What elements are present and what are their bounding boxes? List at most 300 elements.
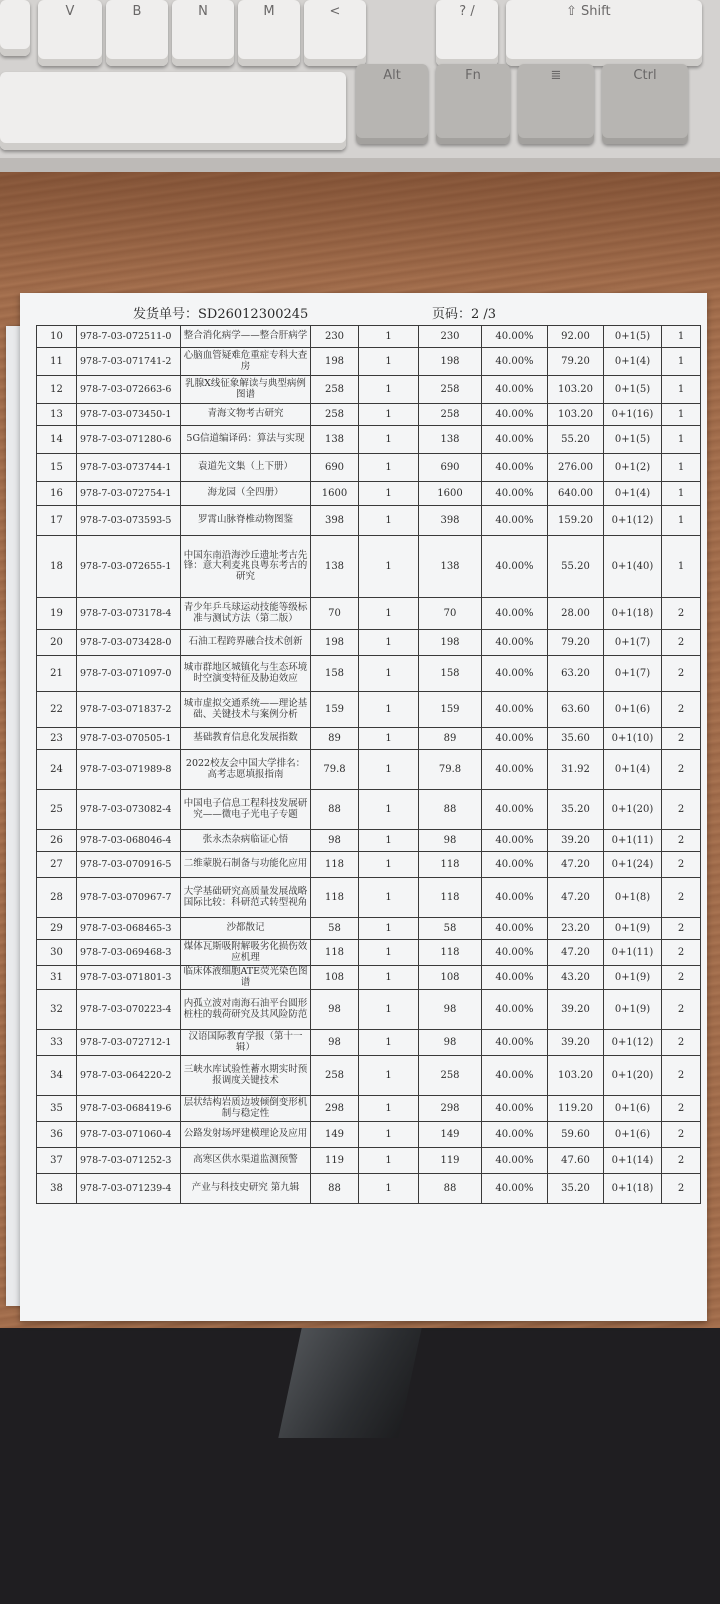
package-cell: 0+1(2) xyxy=(604,454,662,482)
discount-cell: 40.00% xyxy=(482,656,548,692)
quantity-cell: 1 xyxy=(359,454,419,482)
row-number: 11 xyxy=(37,348,77,376)
title-cell: 罗霄山脉脊椎动物图鉴 xyxy=(181,506,311,536)
title-cell: 中国电子信息工程科技发展研究——微电子光电子专题 xyxy=(181,790,311,830)
list-price-cell: 398 xyxy=(311,506,359,536)
key-ctrl xyxy=(602,64,688,144)
row-number: 27 xyxy=(37,852,77,878)
title-cell: 青少年乒乓球运动技能等级标准与测试方法（第二版） xyxy=(181,598,311,630)
table-row xyxy=(37,1096,701,1122)
quantity-cell: 1 xyxy=(359,692,419,728)
isbn-cell: 978-7-03-071280-6 xyxy=(77,426,181,454)
isbn-cell: 978-7-03-072754-1 xyxy=(77,482,181,506)
row-number: 16 xyxy=(37,482,77,506)
title-cell: 海龙园（全四册） xyxy=(181,482,311,506)
dark-floor xyxy=(0,1328,720,1604)
amount-cell: 198 xyxy=(419,630,482,656)
list-price-cell: 198 xyxy=(311,630,359,656)
row-number: 33 xyxy=(37,1030,77,1056)
net-price-cell: 35.20 xyxy=(548,790,604,830)
isbn-cell: 978-7-03-069468-3 xyxy=(77,940,181,966)
title-cell: 中国东南沿海沙丘遗址考古先锋：意大利麦兆良粤东考古的研究 xyxy=(181,536,311,598)
net-price-cell: 640.00 xyxy=(548,482,604,506)
title-cell: 沙都散记 xyxy=(181,918,311,940)
row-number: 19 xyxy=(37,598,77,630)
package-cell: 0+1(5) xyxy=(604,376,662,404)
amount-cell: 98 xyxy=(419,1030,482,1056)
package-cell: 0+1(5) xyxy=(604,326,662,348)
discount-cell: 40.00% xyxy=(482,966,548,990)
discount-cell: 40.00% xyxy=(482,1030,548,1056)
list-price-cell: 79.8 xyxy=(311,750,359,790)
row-number: 28 xyxy=(37,878,77,918)
amount-cell: 198 xyxy=(419,348,482,376)
package-cell: 0+1(9) xyxy=(604,966,662,990)
list-price-cell: 258 xyxy=(311,1056,359,1096)
box-cell: 2 xyxy=(662,878,701,918)
title-cell: 青海文物考古研究 xyxy=(181,404,311,426)
keyboard xyxy=(0,0,720,172)
quantity-cell: 1 xyxy=(359,830,419,852)
list-price-cell: 158 xyxy=(311,656,359,692)
box-cell: 2 xyxy=(662,966,701,990)
net-price-cell: 47.20 xyxy=(548,878,604,918)
package-cell: 0+1(4) xyxy=(604,750,662,790)
table-row xyxy=(37,728,701,750)
box-cell: 1 xyxy=(662,376,701,404)
discount-cell: 40.00% xyxy=(482,506,548,536)
amount-cell: 88 xyxy=(419,1174,482,1204)
package-cell: 0+1(9) xyxy=(604,918,662,940)
net-price-cell: 28.00 xyxy=(548,598,604,630)
quantity-cell: 1 xyxy=(359,852,419,878)
row-number: 12 xyxy=(37,376,77,404)
net-price-cell: 63.20 xyxy=(548,656,604,692)
discount-cell: 40.00% xyxy=(482,1148,548,1174)
list-price-cell: 88 xyxy=(311,1174,359,1204)
list-price-cell: 159 xyxy=(311,692,359,728)
net-price-cell: 47.20 xyxy=(548,940,604,966)
package-cell: 0+1(20) xyxy=(604,1056,662,1096)
amount-cell: 118 xyxy=(419,878,482,918)
isbn-cell: 978-7-03-068046-4 xyxy=(77,830,181,852)
isbn-cell: 978-7-03-064220-2 xyxy=(77,1056,181,1096)
list-price-cell: 98 xyxy=(311,830,359,852)
table-row xyxy=(37,852,701,878)
table-row xyxy=(37,918,701,940)
amount-cell: 119 xyxy=(419,1148,482,1174)
list-price-cell: 118 xyxy=(311,852,359,878)
package-cell: 0+1(16) xyxy=(604,404,662,426)
list-price-cell: 258 xyxy=(311,404,359,426)
amount-cell: 398 xyxy=(419,506,482,536)
discount-cell: 40.00% xyxy=(482,878,548,918)
table-row xyxy=(37,404,701,426)
package-cell: 0+1(40) xyxy=(604,536,662,598)
discount-cell: 40.00% xyxy=(482,536,548,598)
keyboard-edge xyxy=(0,158,720,172)
list-price-cell: 690 xyxy=(311,454,359,482)
amount-cell: 89 xyxy=(419,728,482,750)
title-cell: 产业与科技史研究 第九辑 xyxy=(181,1174,311,1204)
quantity-cell: 1 xyxy=(359,426,419,454)
row-number: 35 xyxy=(37,1096,77,1122)
amount-cell: 88 xyxy=(419,790,482,830)
box-cell: 2 xyxy=(662,656,701,692)
table-row xyxy=(37,750,701,790)
page-value: 2 /3 xyxy=(471,307,497,322)
quantity-cell: 1 xyxy=(359,506,419,536)
box-cell: 2 xyxy=(662,750,701,790)
table-row xyxy=(37,966,701,990)
net-price-cell: 47.20 xyxy=(548,852,604,878)
discount-cell: 40.00% xyxy=(482,376,548,404)
quantity-cell: 1 xyxy=(359,790,419,830)
table-row xyxy=(37,1148,701,1174)
title-cell: 乳腺X线征象解读与典型病例图谱 xyxy=(181,376,311,404)
title-cell: 5G信道编译码：算法与实现 xyxy=(181,426,311,454)
isbn-cell: 978-7-03-073744-1 xyxy=(77,454,181,482)
isbn-cell: 978-7-03-071741-2 xyxy=(77,348,181,376)
quantity-cell: 1 xyxy=(359,376,419,404)
package-cell: 0+1(7) xyxy=(604,656,662,692)
quantity-cell: 1 xyxy=(359,940,419,966)
table-row xyxy=(37,878,701,918)
net-price-cell: 103.20 xyxy=(548,376,604,404)
row-number: 31 xyxy=(37,966,77,990)
quantity-cell: 1 xyxy=(359,918,419,940)
amount-cell: 108 xyxy=(419,966,482,990)
package-cell: 0+1(12) xyxy=(604,1030,662,1056)
title-cell: 大学基础研究高质量发展战略国际比较：科研范式转型视角 xyxy=(181,878,311,918)
package-cell: 0+1(18) xyxy=(604,1174,662,1204)
discount-cell: 40.00% xyxy=(482,830,548,852)
table-row xyxy=(37,830,701,852)
package-cell: 0+1(8) xyxy=(604,878,662,918)
title-cell: 石油工程跨界融合技术创新 xyxy=(181,630,311,656)
row-number: 17 xyxy=(37,506,77,536)
quantity-cell: 1 xyxy=(359,990,419,1030)
amount-cell: 149 xyxy=(419,1122,482,1148)
box-cell: 2 xyxy=(662,728,701,750)
discount-cell: 40.00% xyxy=(482,728,548,750)
amount-cell: 258 xyxy=(419,376,482,404)
net-price-cell: 55.20 xyxy=(548,536,604,598)
net-price-cell: 276.00 xyxy=(548,454,604,482)
table-row xyxy=(37,348,701,376)
net-price-cell: 119.20 xyxy=(548,1096,604,1122)
package-cell: 0+1(20) xyxy=(604,790,662,830)
package-cell: 0+1(14) xyxy=(604,1148,662,1174)
box-cell: 2 xyxy=(662,1056,701,1096)
package-cell: 0+1(7) xyxy=(604,630,662,656)
discount-cell: 40.00% xyxy=(482,790,548,830)
list-price-cell: 89 xyxy=(311,728,359,750)
discount-cell: 40.00% xyxy=(482,454,548,482)
net-price-cell: 43.20 xyxy=(548,966,604,990)
table-row xyxy=(37,692,701,728)
isbn-cell: 978-7-03-071801-3 xyxy=(77,966,181,990)
package-cell: 0+1(4) xyxy=(604,348,662,376)
table-row xyxy=(37,990,701,1030)
title-cell: 心脑血管疑难危重症专科大查房 xyxy=(181,348,311,376)
row-number: 37 xyxy=(37,1148,77,1174)
key-label: Fn xyxy=(465,68,481,83)
package-cell: 0+1(12) xyxy=(604,506,662,536)
amount-cell: 158 xyxy=(419,656,482,692)
package-cell: 0+1(6) xyxy=(604,1096,662,1122)
discount-cell: 40.00% xyxy=(482,404,548,426)
box-cell: 2 xyxy=(662,1122,701,1148)
quantity-cell: 1 xyxy=(359,598,419,630)
key-partial-left xyxy=(0,0,30,56)
title-cell: 三峡水库试验性蓄水期实时预报调度关键技术 xyxy=(181,1056,311,1096)
page-number xyxy=(432,303,496,322)
key-label: ≣ xyxy=(550,68,562,83)
net-price-cell: 159.20 xyxy=(548,506,604,536)
key-comma xyxy=(304,0,366,66)
key-menu xyxy=(518,64,594,144)
box-cell: 2 xyxy=(662,1030,701,1056)
quantity-cell: 1 xyxy=(359,630,419,656)
discount-cell: 40.00% xyxy=(482,426,548,454)
isbn-cell: 978-7-03-071060-4 xyxy=(77,1122,181,1148)
row-number: 22 xyxy=(37,692,77,728)
row-number: 10 xyxy=(37,326,77,348)
table-row xyxy=(37,1056,701,1096)
list-price-cell: 1600 xyxy=(311,482,359,506)
amount-cell: 159 xyxy=(419,692,482,728)
net-price-cell: 39.20 xyxy=(548,1030,604,1056)
quantity-cell: 1 xyxy=(359,728,419,750)
isbn-cell: 978-7-03-070505-1 xyxy=(77,728,181,750)
quantity-cell: 1 xyxy=(359,1174,419,1204)
key-label: ⇧ Shift xyxy=(566,4,611,19)
plastic-wrap xyxy=(278,1328,421,1438)
table-row xyxy=(37,426,701,454)
box-cell: 1 xyxy=(662,404,701,426)
row-number: 34 xyxy=(37,1056,77,1096)
list-price-cell: 88 xyxy=(311,790,359,830)
list-price-cell: 108 xyxy=(311,966,359,990)
package-cell: 0+1(4) xyxy=(604,482,662,506)
title-cell: 张永杰杂病临证心悟 xyxy=(181,830,311,852)
list-price-cell: 118 xyxy=(311,878,359,918)
key-m xyxy=(238,0,300,66)
quantity-cell: 1 xyxy=(359,656,419,692)
table-row xyxy=(37,630,701,656)
list-price-cell: 258 xyxy=(311,376,359,404)
key-label: ? / xyxy=(459,4,475,19)
isbn-cell: 978-7-03-072655-1 xyxy=(77,536,181,598)
isbn-cell: 978-7-03-073178-4 xyxy=(77,598,181,630)
list-price-cell: 138 xyxy=(311,536,359,598)
table-row xyxy=(37,1122,701,1148)
shipment-number xyxy=(133,303,308,322)
table-row xyxy=(37,376,701,404)
amount-cell: 690 xyxy=(419,454,482,482)
table-row xyxy=(37,790,701,830)
isbn-cell: 978-7-03-070223-4 xyxy=(77,990,181,1030)
box-cell: 2 xyxy=(662,598,701,630)
key-label: < xyxy=(329,4,341,19)
key-label: M xyxy=(263,4,275,19)
net-price-cell: 39.20 xyxy=(548,830,604,852)
key-alt xyxy=(356,64,428,144)
isbn-cell: 978-7-03-073593-5 xyxy=(77,506,181,536)
amount-cell: 258 xyxy=(419,404,482,426)
title-cell: 基础教育信息化发展指数 xyxy=(181,728,311,750)
table-row xyxy=(37,482,701,506)
discount-cell: 40.00% xyxy=(482,852,548,878)
key-space xyxy=(0,72,346,150)
table-row xyxy=(37,454,701,482)
title-cell: 整合消化病学——整合肝病学 xyxy=(181,326,311,348)
key-label: B xyxy=(132,4,142,19)
row-number: 13 xyxy=(37,404,77,426)
key-label: Alt xyxy=(383,68,401,83)
row-number: 20 xyxy=(37,630,77,656)
box-cell: 2 xyxy=(662,1174,701,1204)
list-price-cell: 98 xyxy=(311,990,359,1030)
title-cell: 汉语国际教育学报（第十一辑） xyxy=(181,1030,311,1056)
amount-cell: 118 xyxy=(419,852,482,878)
discount-cell: 40.00% xyxy=(482,348,548,376)
key-shift xyxy=(506,0,702,66)
row-number: 29 xyxy=(37,918,77,940)
table-row xyxy=(37,1030,701,1056)
shipping-document xyxy=(20,293,707,1321)
title-cell: 公路发射场坪建模理论及应用 xyxy=(181,1122,311,1148)
row-number: 21 xyxy=(37,656,77,692)
list-price-cell: 58 xyxy=(311,918,359,940)
quantity-cell: 1 xyxy=(359,878,419,918)
shipment-value: SD26012300245 xyxy=(198,307,309,322)
table-row xyxy=(37,1174,701,1204)
net-price-cell: 63.60 xyxy=(548,692,604,728)
quantity-cell: 1 xyxy=(359,326,419,348)
discount-cell: 40.00% xyxy=(482,1056,548,1096)
table-row xyxy=(37,536,701,598)
box-cell: 2 xyxy=(662,940,701,966)
list-price-cell: 98 xyxy=(311,1030,359,1056)
discount-cell: 40.00% xyxy=(482,1174,548,1204)
quantity-cell: 1 xyxy=(359,1148,419,1174)
net-price-cell: 59.60 xyxy=(548,1122,604,1148)
row-number: 30 xyxy=(37,940,77,966)
list-price-cell: 230 xyxy=(311,326,359,348)
net-price-cell: 79.20 xyxy=(548,348,604,376)
list-price-cell: 118 xyxy=(311,940,359,966)
package-cell: 0+1(24) xyxy=(604,852,662,878)
isbn-cell: 978-7-03-070967-7 xyxy=(77,878,181,918)
key-n xyxy=(172,0,234,66)
key-label: Ctrl xyxy=(633,68,657,83)
net-price-cell: 35.60 xyxy=(548,728,604,750)
quantity-cell: 1 xyxy=(359,1122,419,1148)
isbn-cell: 978-7-03-072511-0 xyxy=(77,326,181,348)
discount-cell: 40.00% xyxy=(482,1096,548,1122)
row-number: 24 xyxy=(37,750,77,790)
amount-cell: 70 xyxy=(419,598,482,630)
net-price-cell: 39.20 xyxy=(548,990,604,1030)
net-price-cell: 35.20 xyxy=(548,1174,604,1204)
discount-cell: 40.00% xyxy=(482,918,548,940)
box-cell: 1 xyxy=(662,536,701,598)
box-cell: 2 xyxy=(662,918,701,940)
title-cell: 层状结构岩质边坡倾倒变形机制与稳定性 xyxy=(181,1096,311,1122)
list-price-cell: 119 xyxy=(311,1148,359,1174)
quantity-cell: 1 xyxy=(359,1056,419,1096)
list-price-cell: 198 xyxy=(311,348,359,376)
key-label: V xyxy=(65,4,75,19)
isbn-cell: 978-7-03-071989-8 xyxy=(77,750,181,790)
amount-cell: 298 xyxy=(419,1096,482,1122)
list-price-cell: 70 xyxy=(311,598,359,630)
title-cell: 袁道先文集（上下册） xyxy=(181,454,311,482)
box-cell: 1 xyxy=(662,348,701,376)
amount-cell: 138 xyxy=(419,426,482,454)
amount-cell: 98 xyxy=(419,990,482,1030)
discount-cell: 40.00% xyxy=(482,692,548,728)
row-number: 14 xyxy=(37,426,77,454)
isbn-cell: 978-7-03-072663-6 xyxy=(77,376,181,404)
row-number: 26 xyxy=(37,830,77,852)
discount-cell: 40.00% xyxy=(482,1122,548,1148)
discount-cell: 40.00% xyxy=(482,630,548,656)
net-price-cell: 79.20 xyxy=(548,630,604,656)
title-cell: 2022校友会中国大学排名：高考志愿填报指南 xyxy=(181,750,311,790)
discount-cell: 40.00% xyxy=(482,990,548,1030)
title-cell: 临床体液细胞ATE荧光染色图谱 xyxy=(181,966,311,990)
quantity-cell: 1 xyxy=(359,1030,419,1056)
isbn-cell: 978-7-03-072712-1 xyxy=(77,1030,181,1056)
list-price-cell: 138 xyxy=(311,426,359,454)
box-cell: 2 xyxy=(662,692,701,728)
table-row xyxy=(37,940,701,966)
box-cell: 1 xyxy=(662,506,701,536)
isbn-cell: 978-7-03-071097-0 xyxy=(77,656,181,692)
discount-cell: 40.00% xyxy=(482,326,548,348)
isbn-cell: 978-7-03-070916-5 xyxy=(77,852,181,878)
amount-cell: 98 xyxy=(419,830,482,852)
net-price-cell: 92.00 xyxy=(548,326,604,348)
desk-shadow xyxy=(0,172,720,292)
box-cell: 2 xyxy=(662,630,701,656)
title-cell: 内孤立波对南海石油平台圆形桩柱的载荷研究及其风险防范 xyxy=(181,990,311,1030)
box-cell: 2 xyxy=(662,852,701,878)
amount-cell: 258 xyxy=(419,1056,482,1096)
title-cell: 城市群地区城镇化与生态环境时空演变特征及胁迫效应 xyxy=(181,656,311,692)
isbn-cell: 978-7-03-071252-3 xyxy=(77,1148,181,1174)
amount-cell: 138 xyxy=(419,536,482,598)
net-price-cell: 103.20 xyxy=(548,1056,604,1096)
row-number: 36 xyxy=(37,1122,77,1148)
quantity-cell: 1 xyxy=(359,404,419,426)
isbn-cell: 978-7-03-073428-0 xyxy=(77,630,181,656)
box-cell: 1 xyxy=(662,326,701,348)
title-cell: 煤体瓦斯吸附解吸劣化损伤效应机理 xyxy=(181,940,311,966)
box-cell: 1 xyxy=(662,426,701,454)
discount-cell: 40.00% xyxy=(482,750,548,790)
net-price-cell: 103.20 xyxy=(548,404,604,426)
row-number: 25 xyxy=(37,790,77,830)
isbn-cell: 978-7-03-068465-3 xyxy=(77,918,181,940)
document-header xyxy=(20,301,707,323)
page-label: 页码： xyxy=(432,307,472,322)
row-number: 18 xyxy=(37,536,77,598)
isbn-cell: 978-7-03-071239-4 xyxy=(77,1174,181,1204)
